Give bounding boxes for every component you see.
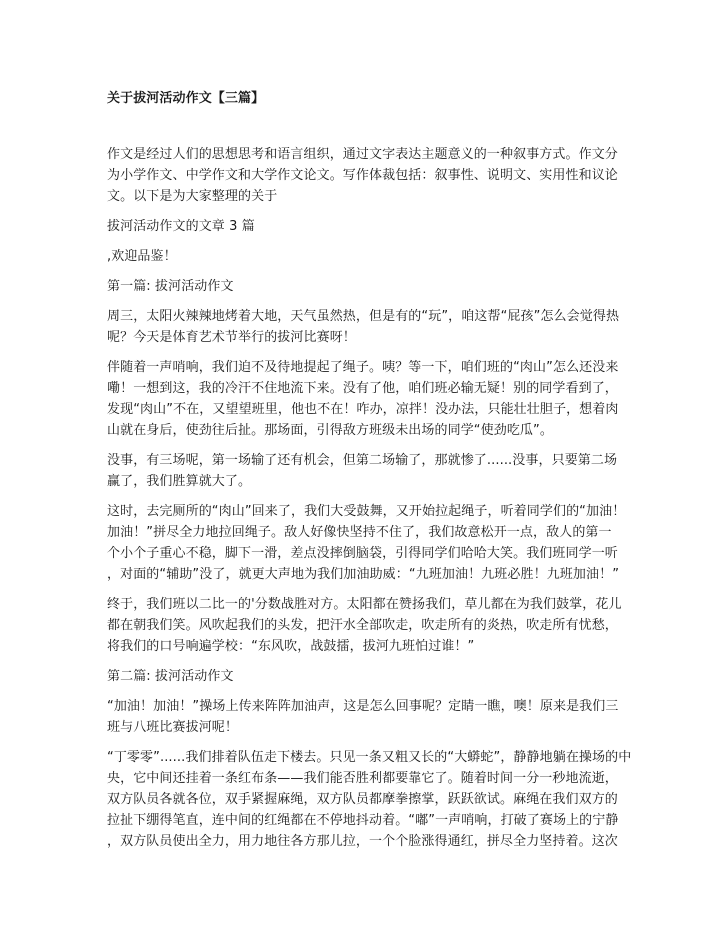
text-line: 加油！”拼尽全力地拉回绳子。敌人好像快坚持不住了，我们故意松开一点，敌人的第一 xyxy=(107,525,612,540)
paragraph xyxy=(107,216,627,237)
document-title: 关于拔河活动作文【三篇】 xyxy=(107,91,265,106)
paragraph xyxy=(107,450,627,492)
text-line: 作文是经过人们的思想思考和语言组织，通过文字表达主题意义的一种叙事方式。作文分 xyxy=(107,147,618,162)
document-page xyxy=(107,88,632,861)
text-line: 拔河活动作文的文章 3 篇 xyxy=(107,219,255,234)
text-line: 呢？今天是体育艺术节举行的拔河比赛呀！ xyxy=(107,330,356,345)
text-line: ，双方队员使出全力，用力地往各方那儿拉，一个个脸涨得通红，拼尽全力坚持着。这次 xyxy=(107,834,618,849)
text-line: 伴随着一声哨响，我们迫不及待地提起了绳子。咦？等一下，咱们班的“肉山”怎么还没来 xyxy=(107,360,619,375)
paragraph xyxy=(107,501,627,585)
paragraph xyxy=(107,696,627,738)
text-line: 终于，我们班以二比一的'分数战胜对方。太阳都在赞扬我们，草儿都在为我们鼓掌，花儿 xyxy=(107,597,622,612)
text-line: 为小学作文、中学作文和大学作文论文。写作体裁包括：叙事性、说明文、实用性和议论 xyxy=(107,168,618,183)
document-body xyxy=(107,144,632,852)
paragraph xyxy=(107,246,627,267)
text-line: 发现“肉山”不在，又望望班里，他也不在！咋办，凉拌！没办法，只能壮壮胆子，想着肉 xyxy=(107,402,619,417)
text-line: ，对面的“辅助”没了，就更大声地为我们加油助威：“九班加油！九班必胜！九班加油！” xyxy=(107,567,620,582)
text-line: “加油！加油！”操场上传来阵阵加油声，这是怎么回事呢？定睛一瞧，噢！原来是我们三 xyxy=(107,699,619,714)
text-line: 这时，去完厕所的“肉山”回来了，我们大受鼓舞，又开始拉起绳子，听着同学们的“加油！ xyxy=(107,504,626,519)
text-line: ,欢迎品鉴！ xyxy=(107,249,177,264)
text-line: “丁零零”......我们排着队伍走下楼去。只见一条又粗又长的“大蟒蛇”，静静地躺在操场的中 xyxy=(107,750,632,765)
paragraph xyxy=(107,144,627,207)
text-line: 都在朝我们笑。风吹起我们的头发，把汗水全部吹走，吹走所有的炎热，吹走所有忧愁， xyxy=(107,618,618,633)
text-line: 央，它中间还挂着一条红布条——我们能否胜利都要靠它了。随着时间一分一秒地流逝， xyxy=(107,771,618,786)
text-line: 周三，太阳火辣辣地烤着大地，天气虽然热，但是有的“玩”，咱这帮“屁孩”怎么会觉得热 xyxy=(107,309,620,324)
paragraph xyxy=(107,306,627,348)
paragraph xyxy=(107,276,627,297)
paragraph xyxy=(107,666,627,687)
text-line: 拉扯下绷得笔直，连中间的红绳都在不停地抖动着。“嘟”一声哨响，打破了赛场上的宁静 xyxy=(107,813,619,828)
paragraph xyxy=(107,357,627,441)
text-line: 没事，有三场呢，第一场输了还有机会，但第二场输了，那就惨了......没事，只要第二场 xyxy=(107,453,618,468)
paragraph xyxy=(107,747,632,852)
text-line: 嘞！一想到这，我的冷汗不住地流下来。没有了他，咱们班必输无疑！别的同学看到了， xyxy=(107,381,618,396)
text-line: 双方队员各就各位，双手紧握麻绳，双方队员都摩拳擦掌，跃跃欲试。麻绳在我们双方的 xyxy=(107,792,618,807)
paragraph xyxy=(107,594,627,657)
text-line: 个小个子重心不稳，脚下一滑，差点没摔倒脑袋，引得同学们哈哈大笑。我们班同学一听 xyxy=(107,546,618,561)
text-line: 山就在身后，使劲往后扯。那场面，引得敌方班级未出场的同学“使劲吃瓜”。 xyxy=(107,423,553,438)
text-line: 第二篇: 拔河活动作文 xyxy=(107,669,234,684)
text-line: 第一篇: 拔河活动作文 xyxy=(107,279,234,294)
text-line: 赢了，我们胜算就大了。 xyxy=(107,474,252,489)
text-line: 文。以下是为大家整理的关于 xyxy=(107,189,278,204)
text-line: 将我们的口号响遍学校：“东风吹，战鼓擂，拔河九班怕过谁！” xyxy=(107,639,475,654)
text-line: 班与八班比赛拔河呢！ xyxy=(107,720,239,735)
